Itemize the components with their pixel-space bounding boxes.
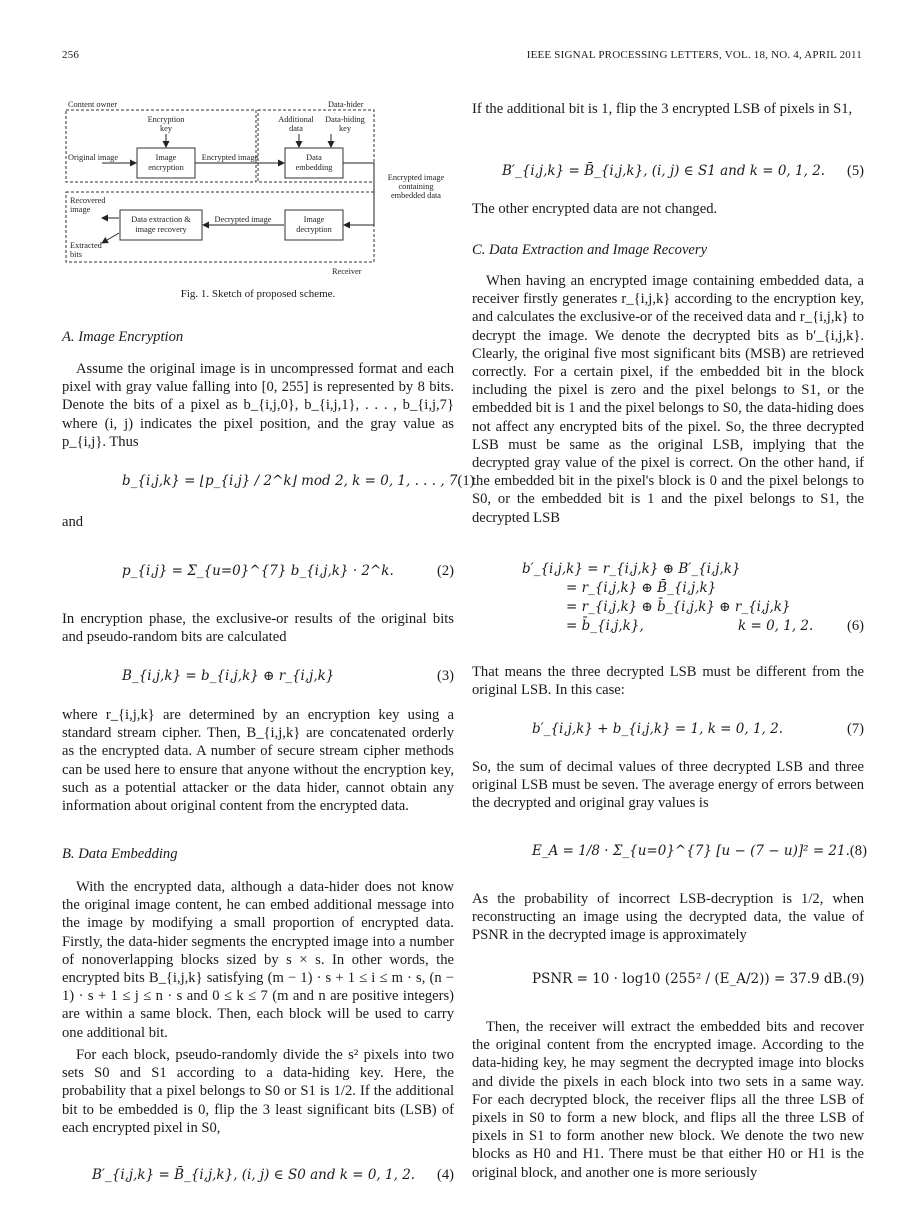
equation-body: b_{i,j,k} = ⌊p_{i,j} / 2^k⌋ mod 2, k = 0, 1, . . . , 7 <box>122 473 458 489</box>
label-extraction-1: Data extraction & <box>131 215 191 224</box>
label-data-hider: Data-hider <box>328 100 364 109</box>
equation-line: b′_{i,j,k} = r_{i,j,k} ⊕ B′_{i,j,k} <box>522 561 741 577</box>
para-c3 <box>472 758 864 813</box>
and-text <box>62 513 454 531</box>
paragraph: and <box>62 514 84 530</box>
paragraph: In encryption phase, the exclusive-or results of the original bits and pseudo-random bits are calculated <box>62 611 454 646</box>
equation-number: (5) <box>846 163 864 179</box>
para-a2 <box>62 610 454 646</box>
equation-body: B′_{i,j,k} = B̄_{i,j,k}, (i, j) ∈ S1 and k = 0, 1, 2. <box>502 163 826 179</box>
para-b1 <box>62 878 454 1042</box>
equation-line: = r_{i,j,k} ⊕ b̄_{i,j,k} ⊕ r_{i,j,k} <box>566 599 791 615</box>
label-image-encryption-1: Image <box>155 153 177 162</box>
label-original-image: Original image <box>68 153 118 162</box>
label-data-hiding-key-1: Data-hiding <box>325 115 365 124</box>
para-a1 <box>62 360 454 451</box>
label-image-decryption-1: Image <box>303 215 325 224</box>
paragraph: Then, the receiver will extract the embedded bits and recover the original content from the encrypted image. According to the data-hiding key, he may segment the decrypted image into blocks and divide the pixels in each block into two sets in a same way. For each decrypted block, the receiver flips all the three LSB of pixels in S0 to form a new block, and flips all the three LSB of pixels in S1 to form another new block. We denote the two new blocks as H0 and H1. There must be that either H0 or H1 is the original block, and another one is more seriously <box>472 1019 864 1181</box>
equation-line: = b̄_{i,j,k}, <box>566 618 644 634</box>
paragraph: As the probability of incorrect LSB-decryption is 1/2, when reconstructing an image using the decrypted data, the value of PSNR in the decrypted image is approximately <box>472 891 864 944</box>
equation-body: p_{i,j} = Σ_{u=0}^{7} b_{i,j,k} · 2^k. <box>122 563 394 579</box>
label-extraction-2: image recovery <box>135 225 187 234</box>
para-c5 <box>472 1018 864 1182</box>
figure-caption: Fig. 1. Sketch of proposed scheme. <box>180 288 336 300</box>
para-r1 <box>472 100 864 118</box>
label-additional-data-2: data <box>289 124 303 133</box>
label-extracted-bits-1: Extracted <box>70 241 102 250</box>
equation-2 <box>62 562 454 580</box>
para-c4 <box>472 890 864 945</box>
label-encryption-key-1: Encryption <box>147 115 185 124</box>
equation-number: (2) <box>436 563 454 579</box>
paragraph: where r_{i,j,k} are determined by an encryption key using a standard stream cipher. Then, B_{i,j,k} are concatenated orderly as the encrypted data. A number of secure stream cipher methods can be used here to ensure that anyone without the encryption key, such as a potential attacker or the data hider, cannot obtain any information about original content from the encrypted data. <box>62 707 454 815</box>
section-b-heading <box>62 845 454 863</box>
label-encrypted-embedded-1: Encrypted image <box>387 173 445 182</box>
equation-body: b′_{i,j,k} + b_{i,j,k} = 1, k = 0, 1, 2. <box>532 721 783 737</box>
paragraph: Assume the original image is in uncompressed format and each pixel with gray value falling into [0, 255] is represented by 8 bits. Denote the bits of a pixel as b_{i,j,0}, b_{i,j,1}, . . . , b_{i,j,7} where (i, j) indicates the pixel position, and the gray value as p_{i,j}. Thus <box>62 361 454 450</box>
section-title: C. Data Extraction and Image Recovery <box>472 242 708 258</box>
para-r2 <box>472 200 864 218</box>
label-content-owner: Content owner <box>68 100 118 109</box>
equation-number: (1) <box>457 473 475 489</box>
para-b2 <box>62 1046 454 1137</box>
equation-body: B_{i,j,k} = b_{i,j,k} ⊕ r_{i,j,k} <box>122 668 335 684</box>
section-a-heading <box>62 328 454 346</box>
label-data-embedding-2: embedding <box>295 163 333 172</box>
paragraph: So, the sum of decimal values of three decrypted LSB and three original LSB must be seven. The average energy of errors between the decrypted and original gray values is <box>472 759 864 812</box>
equation-5 <box>472 162 864 180</box>
para-a3 <box>62 706 454 815</box>
equation-number: (7) <box>846 721 864 737</box>
equation-1 <box>62 472 475 490</box>
para-c2 <box>472 663 864 699</box>
equation-body: B′_{i,j,k} = B̄_{i,j,k}, (i, j) ∈ S0 and k = 0, 1, 2. <box>92 1167 416 1183</box>
equation-k: k = 0, 1, 2. <box>738 618 814 634</box>
label-data-embedding-1: Data <box>306 153 322 162</box>
equation-line: = r_{i,j,k} ⊕ B̄_{i,j,k} <box>566 580 717 596</box>
section-title: A. Image Encryption <box>62 329 184 345</box>
label-image-decryption-2: decryption <box>296 225 332 234</box>
equation-7 <box>472 720 864 738</box>
label-data-hiding-key-2: key <box>339 124 351 133</box>
page-number: 256 <box>62 49 80 61</box>
section-title: B. Data Embedding <box>62 846 178 862</box>
label-recovered-image-1: Recovered <box>70 196 106 205</box>
section-c-heading <box>472 241 864 259</box>
equation-number: (4) <box>436 1167 454 1183</box>
paragraph: The other encrypted data are not changed. <box>472 201 718 217</box>
paragraph: If the additional bit is 1, flip the 3 encrypted LSB of pixels in S1, <box>472 101 853 117</box>
paragraph: That means the three decrypted LSB must be different from the original LSB. In this case: <box>472 664 864 699</box>
label-encrypted-embedded-2: containing <box>398 182 434 191</box>
equation-6 <box>472 560 864 644</box>
label-recovered-image-2: image <box>70 205 91 214</box>
label-receiver: Receiver <box>332 267 362 276</box>
label-encrypted-image: Encrypted image <box>201 153 259 162</box>
equation-number: (6) <box>846 618 864 634</box>
journal-header: IEEE SIGNAL PROCESSING LETTERS, VOL. 18, NO. 4, APRIL 2011 <box>526 49 862 61</box>
equation-number: (3) <box>436 668 454 684</box>
equation-body: E_A = 1/8 · Σ_{u=0}^{7} [u − (7 − u)]² = 21. <box>532 843 850 859</box>
equation-number: (8) <box>849 843 867 859</box>
equation-4 <box>62 1166 454 1184</box>
paragraph: When having an encrypted image containing embedded data, a receiver firstly generates r_{i,j,k} according to the encryption key, and calculates the exclusive-or of the received data and r_{i,j,k} to decrypt the image. We denote the decrypted bits as b′_{i,j,k}. Clearly, the original five most significant bits (MSB) are retrieved correctly. For a certain pixel, if the embedded bit in the block including the pixel is zero and the pixel belongs to S1, or the embedded bit is 1 and the pixel belongs to S0, the data-hiding does not affect any encrypted bits of the pixel. So, the three decrypted LSB must be same as the original LSB, implying that the decrypted gray value of the pixel is correct. On the other hand, if the embedded bit in the pixel's block is 0 and the pixel belongs to S0, or the embedded bit is 1 and the pixel belongs to S1, the decrypted LSB <box>472 273 864 526</box>
para-c1 <box>472 272 864 527</box>
equation-3 <box>62 667 454 685</box>
equation-8 <box>472 842 867 860</box>
paragraph: For each block, pseudo-randomly divide the s² pixels into two sets S0 and S1 according to a data-hiding key. Here, the probability that a pixel belongs to S0 or S1 is 1/2. If the additional bit to be embedded is 0, flip the 3 least significant bits (LSB) of each encrypted pixel in S0, <box>62 1047 454 1136</box>
label-decrypted-image: Decrypted image <box>214 215 272 224</box>
label-encrypted-embedded-3: embedded data <box>391 191 441 200</box>
label-image-encryption-2: encryption <box>148 163 184 172</box>
equation-number: (9) <box>846 971 864 987</box>
equation-body: PSNR = 10 · log10 (255² / (E_A/2)) = 37.9 dB. <box>532 971 847 987</box>
label-additional-data-1: Additional <box>278 115 314 124</box>
equation-9 <box>472 970 864 988</box>
scheme-diagram <box>62 98 454 278</box>
paragraph: With the encrypted data, although a data-hider does not know the original image content, he can embed additional message into the image by modifying a small proportion of encrypted data. Firstly, the data-hider segments the encrypted image into a number of nonoverlapping blocks sized by s × s. In other words, the encrypted bits B_{i,j,k} satisfying (m − 1) · s + 1 ≤ i ≤ m · s, (n − 1) · s + 1 ≤ j ≤ n · s and 0 ≤ k ≤ 7 (m and n are positive integers) are within a same block. Then, each block will be used to carry one additional bit. <box>62 879 454 1041</box>
label-encryption-key-2: key <box>160 124 172 133</box>
label-extracted-bits-2: bits <box>70 250 82 259</box>
